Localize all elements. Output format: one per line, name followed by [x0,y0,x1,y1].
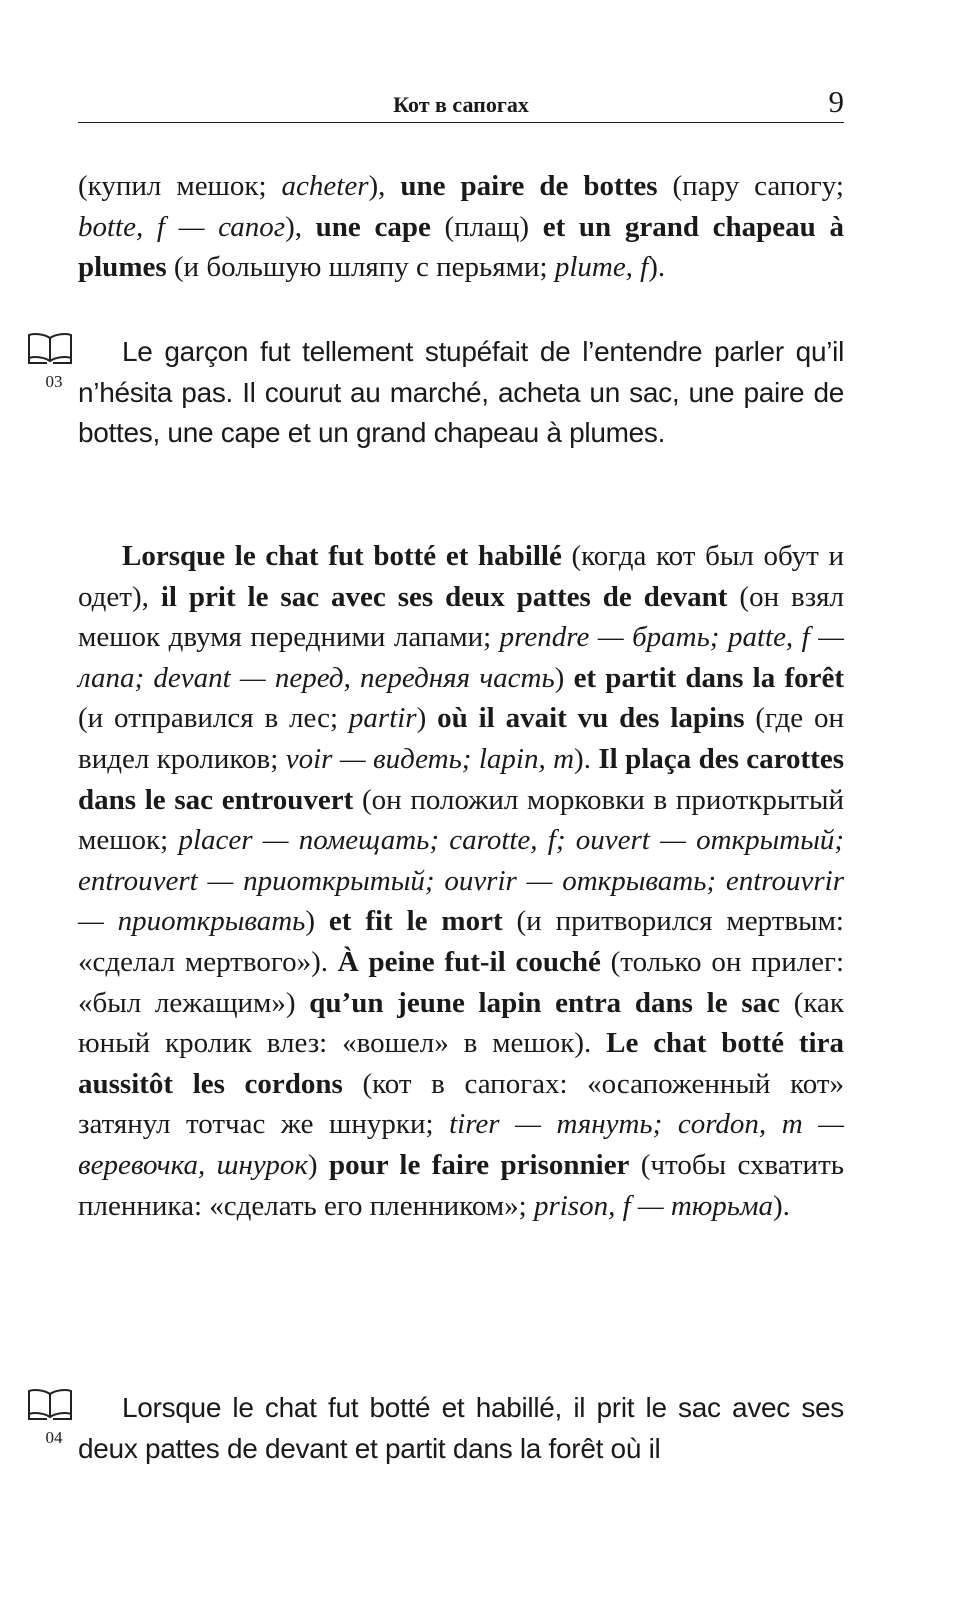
translation-text: (и отправился в лес; [78,702,349,735]
french-phrase: Il plaça des carottes dans le sac entrouvert [78,742,844,816]
french-phrase: et partit dans la forêt [573,661,844,694]
grammar-note: botte, f — сапог [78,210,286,243]
vocab-paragraph-2 [78,536,844,1226]
translation-text: (он положил морковки в приоткрытый мешок; [78,783,844,857]
open-book-icon [26,1386,74,1422]
translation-text: (только он прилег: «был лежащим») [78,945,845,1019]
translation-text: ), [285,210,316,243]
track-number: 03 [45,372,63,391]
french-phrase: qu’un jeune lapin entra dans le sac [309,986,780,1019]
grammar-note: placer — помещать; carotte, f; ouvert — открытый; entrouvert — приоткрытый; ouvrir — открывать; entrouvrir — приоткрывать [78,824,844,938]
french-phrase: Lorsque le chat fut botté et habillé [122,540,562,572]
running-header [78,82,844,123]
grammar-note: prendre — брать; patte, f — лапа; devant — перед, передняя часть [78,621,844,694]
translation-text: ) [305,905,329,938]
translation-text: ). [773,1189,790,1222]
french-phrase: et un grand chapeau à plumes [78,210,844,284]
grammar-note: voir — видеть; lapin, m [285,742,575,775]
track-number: 04 [45,1428,63,1447]
translation-text: (купил мешок; [78,170,282,202]
translation-text: (чтобы схватить пленника: «сделать его пленником»; [78,1148,844,1222]
grammar-note: plume, f [554,251,649,284]
translation-text: ). [648,251,666,284]
grammar-note: prison, f — тюрьма [533,1189,774,1222]
translation-text: (и притворился мертвым: «сделал мертвого»). [78,905,844,978]
translation-text: ) [416,702,438,735]
french-phrase: il prit le sac avec ses deux pattes de devant [160,580,728,613]
grammar-note: partir [348,702,417,735]
french-phrase: où il avait vu des lapins [437,702,745,735]
french-phrase: et fit le mort [328,905,503,938]
page-number: 9 [828,84,844,119]
audio-text: Lorsque le chat fut botté et habillé, il prit le sac avec ses deux pattes de devant et partit dans la forêt où il [78,1392,844,1464]
audio-text: Le garçon fut tellement stupéfait de l’entendre parler qu’il n’hésita pas. Il courut au marché, acheta un sac, une paire de bottes, une cape et un grand chapeau à plumes. [78,336,844,449]
french-phrase: À peine fut-il couché [337,945,601,978]
grammar-note: acheter [281,170,369,202]
translation-text: ), [368,170,401,202]
translation-text: (он взял мешок двумя передними лапами; [78,580,844,654]
translation-text: ) [554,661,574,694]
translation-text: (плащ) [430,210,543,243]
translation-text: (кот в сапогах: «осапоженный кот» затянул тотчас же шнурки; [78,1067,844,1141]
audio-marker-04[interactable] [22,1386,78,1448]
french-phrase: une cape [315,210,431,243]
translation-text: ) [307,1148,329,1181]
grammar-note: tirer — тянуть; cordon, m — веревочка, шнурок [78,1108,844,1181]
chapter-title: Кот в сапогах [393,92,529,117]
french-phrase: Le chat botté tira aussitôt les cordons [78,1027,844,1100]
vocab-paragraph-1 [78,166,844,288]
audio-marker-03[interactable] [22,330,78,392]
translation-text: (пару сапогу; [657,170,844,202]
french-phrase: une paire de bottes [400,170,658,202]
translation-text: ). [574,742,599,775]
audio-paragraph-04 [78,1388,844,1469]
translation-text: (когда кот был обут и одет), [78,540,844,613]
translation-text: (где он видел кроликов; [78,702,844,775]
audio-paragraph-03 [78,332,844,454]
translation-text: (и большую шляпу с перьями; [166,251,555,284]
open-book-icon [26,330,74,366]
translation-text: (как юный кролик влез: «вошел» в мешок). [78,986,844,1060]
french-phrase: pour le faire prisonnier [328,1148,630,1181]
